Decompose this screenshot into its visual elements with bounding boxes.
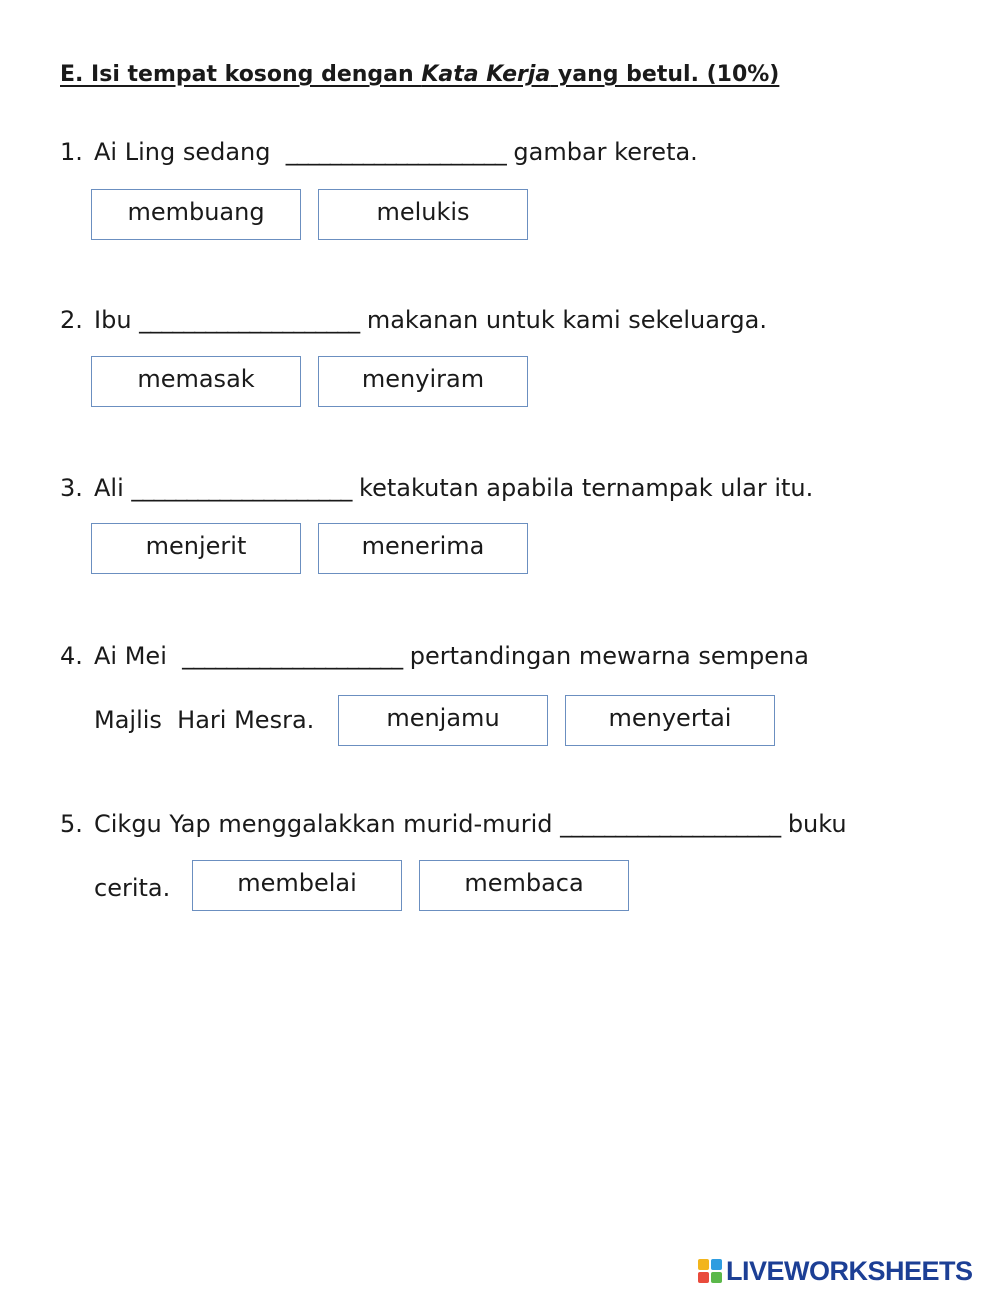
question-continuation: cerita. (94, 874, 171, 902)
option-menjerit[interactable]: menjerit (91, 523, 301, 574)
answer-blank[interactable]: ____________________ (285, 138, 506, 166)
answer-blank[interactable]: ____________________ (139, 306, 360, 334)
worksheet-title: E. Isi tempat kosong dengan Kata Kerja yang betul. (10%) (60, 62, 780, 87)
question-text-after: makanan untuk kami sekeluarga. (366, 306, 767, 334)
question-text-after: gambar kereta. (513, 138, 698, 166)
question-3 (60, 474, 813, 502)
question-4 (60, 642, 809, 670)
question-text-after: buku (787, 810, 847, 838)
logo-tile (711, 1259, 722, 1270)
question-continuation: Majlis Hari Mesra. (94, 706, 315, 734)
question-number: 3. (60, 474, 83, 502)
question-number: 1. (60, 138, 83, 166)
option-membuang[interactable]: membuang (91, 189, 301, 240)
option-menyiram[interactable]: menyiram (318, 356, 528, 407)
option-memasak[interactable]: memasak (91, 356, 301, 407)
question-text-before: Ibu (94, 306, 132, 334)
option-membaca[interactable]: membaca (419, 860, 629, 911)
logo-tile (698, 1272, 709, 1283)
logo-mark-icon (698, 1259, 722, 1283)
question-text-before: Ai Ling sedang (94, 138, 271, 166)
question-5 (60, 810, 847, 838)
question-text-after: pertandingan mewarna sempena (409, 642, 809, 670)
question-number: 4. (60, 642, 83, 670)
option-membelai[interactable]: membelai (192, 860, 402, 911)
question-text-before: Cikgu Yap menggalakkan murid-murid (94, 810, 553, 838)
question-2 (60, 306, 767, 334)
logo-tile (698, 1259, 709, 1270)
question-text-after: ketakutan apabila ternampak ular itu. (359, 474, 814, 502)
question-1 (60, 138, 698, 166)
question-number: 5. (60, 810, 83, 838)
answer-blank[interactable]: ____________________ (560, 810, 781, 838)
logo-text: LIVEWORKSHEETS (726, 1255, 973, 1286)
option-melukis[interactable]: melukis (318, 189, 528, 240)
answer-blank[interactable]: ____________________ (131, 474, 352, 502)
option-menerima[interactable]: menerima (318, 523, 528, 574)
option-menjamu[interactable]: menjamu (338, 695, 548, 746)
logo-tile (711, 1272, 722, 1283)
question-text-before: Ai Mei (94, 642, 167, 670)
option-menyertai[interactable]: menyertai (565, 695, 775, 746)
liveworksheets-logo (698, 1254, 973, 1288)
question-number: 2. (60, 306, 83, 334)
question-text-before: Ali (94, 474, 124, 502)
answer-blank[interactable]: ____________________ (182, 642, 403, 670)
